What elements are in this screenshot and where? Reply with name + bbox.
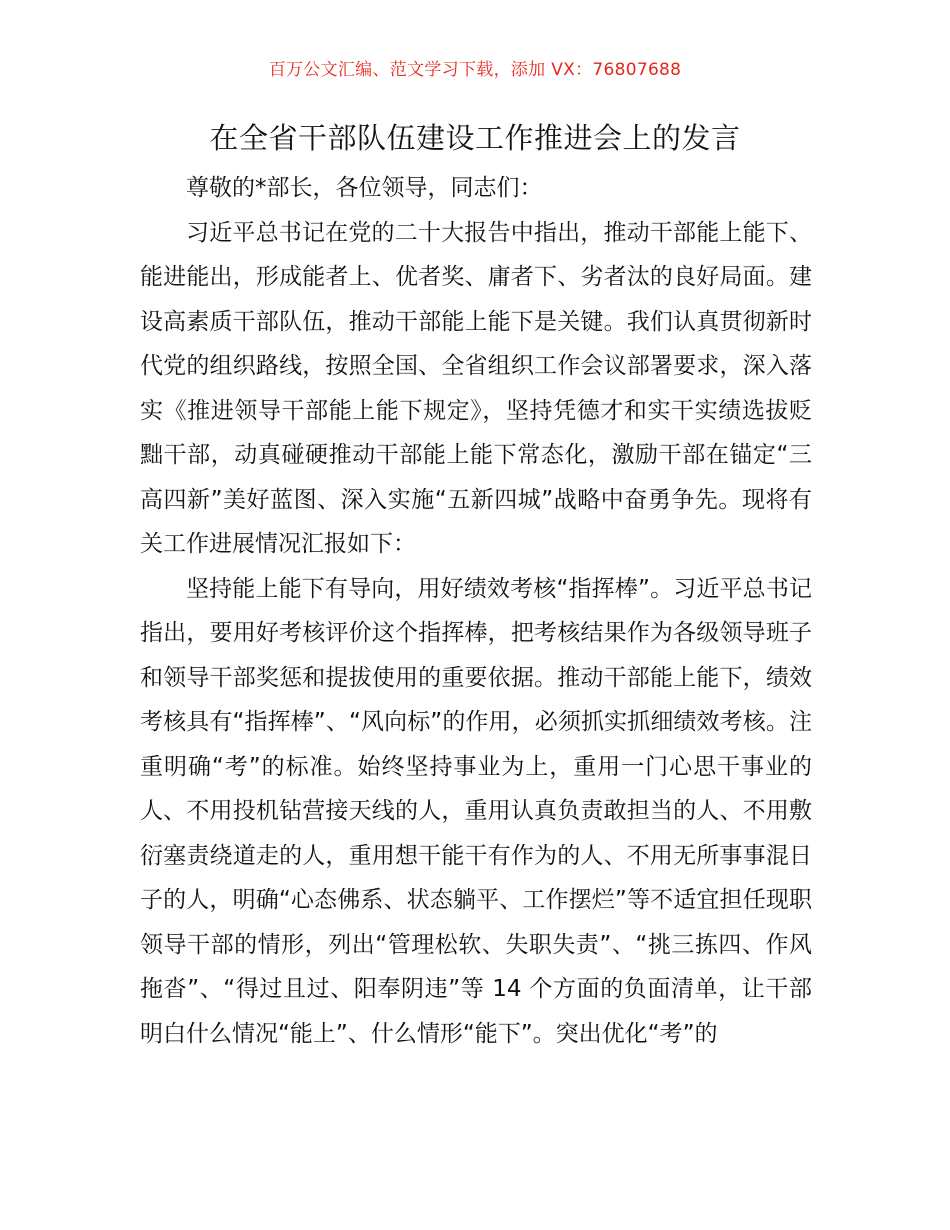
salutation: 尊敬的*部长，各位领导，同志们：	[186, 175, 543, 201]
document-body	[140, 166, 812, 1056]
header-watermark-note: 百万公文汇编、范文学习下载，添加 VX：76807688	[268, 60, 682, 80]
paragraph-intro: 习近平总书记在党的二十大报告中指出，推动干部能上能下、能进能出，形成能者上、优者奖、庸者下、劣者汰的良好局面。建设高素质干部队伍，推动干部能上能下是关键。我们认真贯彻新时代党的组织路线，按照全国、全省组织工作会议部署要求，深入落实《推进领导干部能上能下规定》，坚持凭德才和实干实绩选拔贬黜干部，动真碰硬推动干部能上能下常态化，激励干部在锚定“三高四新”美好蓝图、深入实施“五新四城”战略中奋勇争先。现将有关工作进展情况汇报如下：	[140, 219, 812, 557]
document-title: 在全省干部队伍建设工作推进会上的发言	[209, 121, 741, 155]
paragraph-assessment: 坚持能上能下有导向，用好绩效考核“指挥棒”。习近平总书记指出，要用好考核评价这个指挥棒，把考核结果作为各级领导班子和领导干部奖惩和提拔使用的重要依据。推动干部能上能下，绩效考核具有“指挥棒”、“风向标”的作用，必须抓实抓细绩效考核。注重明确“考”的标准。始终坚持事业为上，重用一门心思干事业的人、不用投机钻营接天线的人，重用认真负责敢担当的人、不用敷衍塞责绕道走的人，重用想干能干有作为的人、不用无所事事混日子的人，明确“心态佛系、状态躺平、工作摆烂”等不适宜担任现职领导干部的情形，列出“管理松软、失职失责”、“挑三拣四、作风拖沓”、“得过且过、阳奉阴违”等 14 个方面的负面清单，让干部明白什么情况“能上”、什么情形“能下”。突出优化“考”的	[140, 575, 812, 1047]
